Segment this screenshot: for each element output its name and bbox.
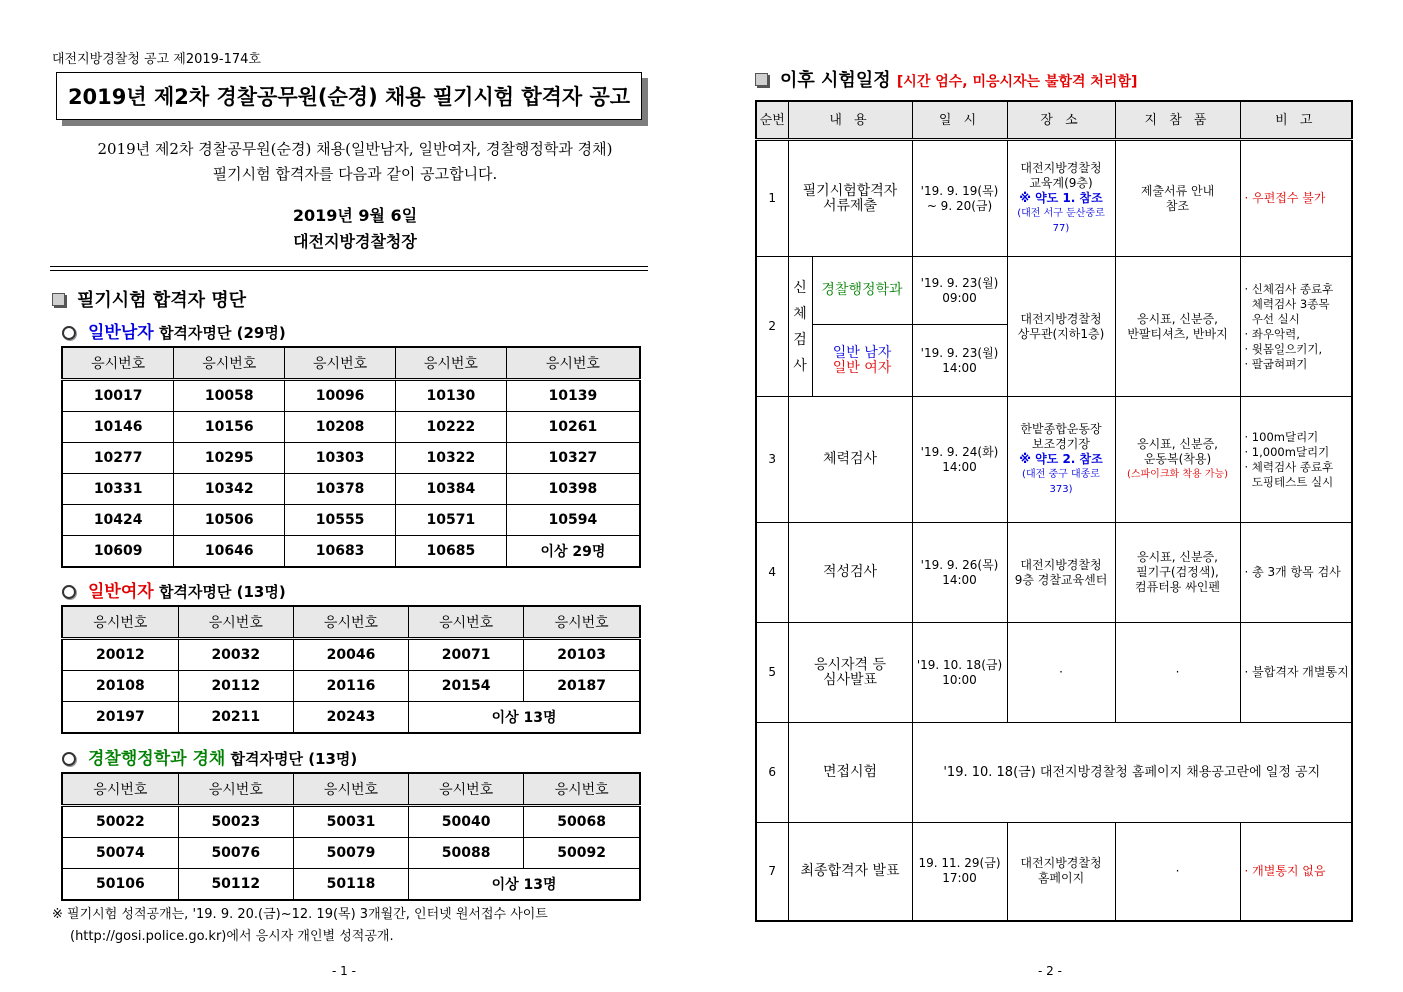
id-cell: 20197 [62,702,178,734]
id-cell: 10378 [285,474,396,505]
column-header: 응시번호 [178,606,293,639]
id-cell: 10303 [285,443,396,474]
row-place: 대전지방경찰청 상무관(지하1층) [1007,257,1115,397]
group-name: 일반남자 [88,323,154,343]
police-id-table [61,772,641,901]
male-id-table [61,346,641,568]
schedule-row-7 [756,823,1352,921]
intro-text [40,137,670,187]
column-header: 응시번호 [293,773,408,806]
row-no: 4 [756,523,788,623]
table-header-row [62,347,640,380]
id-cell: 10331 [62,474,174,505]
column-header: 응시번호 [178,773,293,806]
id-cell: 10017 [62,380,174,412]
row-items: 응시표, 신분증, 필기구(검정색), 컴퓨터용 싸인펜 [1115,523,1240,623]
table-row [62,838,640,869]
note-line-1: ※ 필기시험 성적공개는, '19. 9. 20.(금)~12. 19(목) 3개월간, 인터넷 원서접수 사이트 [52,907,548,922]
row-place: · [1007,623,1115,723]
table-row [62,443,640,474]
items-text: 응시표, 신분증, 운동복(착용) [1137,437,1218,466]
id-cell: 20154 [409,671,524,702]
row-remark: · 우편접수 불가 [1240,140,1352,257]
schedule-row-3 [756,397,1352,523]
row-datetime: '19. 9. 24(화) 14:00 [912,397,1007,523]
table-row [62,505,640,536]
id-cell: 10384 [396,474,507,505]
row-remark: · 신체검사 종료후 체력검사 3종목 우선 실시 · 좌우악력, · 윗몸일으키기, · 팔굽혀펴기 [1240,257,1352,397]
physical-exam-label: 신 체 검 사 [788,257,812,397]
row-no: 7 [756,823,788,921]
table-row [62,702,640,734]
id-cell: 10208 [285,412,396,443]
section-heading-text: 이후 시험일정 [780,70,891,91]
issuer: 대전지방경찰청장 [293,232,417,251]
header-no: 순번 [756,101,788,140]
id-cell: 50023 [178,806,293,838]
content-female: 일반 여자 [832,359,892,376]
column-header: 응시번호 [409,773,524,806]
items-note: (스파이크화 착용 가능) [1126,469,1229,480]
id-cell: 50118 [293,869,408,901]
column-header: 응시번호 [524,606,640,639]
id-cell: 10683 [285,536,396,568]
id-cell: 10277 [62,443,174,474]
id-cell: 10058 [174,380,285,412]
column-header: 응시번호 [285,347,396,380]
schedule-row-6 [756,723,1352,823]
intro-line-2: 필기시험 합격자를 다음과 같이 공고합니다. [212,165,498,183]
id-cell: 10327 [506,443,640,474]
row-content [812,325,912,397]
column-header: 응시번호 [62,606,178,639]
row-no: 2 [756,257,788,397]
column-header: 응시번호 [524,773,640,806]
section-heading-text: 필기시험 합격자 명단 [77,290,247,311]
group-name: 경찰행정학과 경채 [88,749,226,769]
score-disclosure-note [52,904,662,948]
header-items: 지 참 품 [1115,101,1240,140]
id-cell: 50068 [524,806,640,838]
table-header-row [62,773,640,806]
row-items [1115,397,1240,523]
row-no: 6 [756,723,788,823]
id-cell: 이상 13명 [409,869,640,901]
table-header-row [62,606,640,639]
id-cell: 10506 [174,505,285,536]
row-items: · [1115,623,1240,723]
header-datetime: 일 시 [912,101,1007,140]
circle-bullet-icon [62,752,76,766]
table-row [62,536,640,568]
row-content: 면접시험 [788,723,912,823]
place-name: 대전지방경찰청 교육계(9층) [1020,161,1102,190]
group-heading-police [62,744,357,769]
row-datetime: '19. 9. 26(목) 14:00 [912,523,1007,623]
row-merged-info: '19. 10. 18(금) 대전지방경찰청 홈페이지 채용공고란에 일정 공지 [912,723,1352,823]
header-content: 내 용 [788,101,912,140]
row-content: 필기시험합격자 서류제출 [788,140,912,257]
intro-line-1: 2019년 제2차 경찰공무원(순경) 채용(일반남자, 일반여자, 경찰행정학과 경채) [97,140,613,158]
id-cell: 10342 [174,474,285,505]
schedule-header-row [756,101,1352,140]
circle-bullet-icon [62,585,76,599]
id-cell: 20116 [293,671,408,702]
column-header: 응시번호 [174,347,285,380]
group-count: 합격자명단 (13명) [158,583,286,601]
column-header: 응시번호 [396,347,507,380]
section-heading-passers [52,286,246,312]
id-cell: 50040 [409,806,524,838]
id-cell: 50092 [524,838,640,869]
id-cell: 20211 [178,702,293,734]
row-place [1007,397,1115,523]
map-reference: ※ 약도 2. 참조 [1019,452,1103,466]
id-cell: 20187 [524,671,640,702]
row-datetime: '19. 9. 23(월) 09:00 [912,257,1007,325]
place-name: 한밭종합운동장 보조경기장 [1020,422,1102,451]
group-heading-male [62,318,286,343]
row-content: 경찰행정학과 [812,257,912,325]
square-bullet-icon [755,73,768,86]
table-row [62,474,640,505]
table-row [62,806,640,838]
id-cell: 50031 [293,806,408,838]
id-cell: 10139 [506,380,640,412]
id-cell: 10130 [396,380,507,412]
id-cell: 10424 [62,505,174,536]
row-place [1007,140,1115,257]
id-cell: 10646 [174,536,285,568]
id-cell: 20243 [293,702,408,734]
page-number-2: - 2 - [1038,964,1062,978]
group-count: 합격자명단 (29명) [158,324,286,342]
id-cell: 이상 29명 [506,536,640,568]
table-row [62,671,640,702]
id-cell: 20046 [293,639,408,671]
schedule-row-4 [756,523,1352,623]
group-count: 합격자명단 (13명) [230,750,358,768]
header-remark: 비 고 [1240,101,1352,140]
row-datetime: 19. 11. 29(금) 17:00 [912,823,1007,921]
row-remark: · 총 3개 항목 검사 [1240,523,1352,623]
row-content: 최종합격자 발표 [788,823,912,921]
schedule-row-5 [756,623,1352,723]
id-cell: 10156 [174,412,285,443]
page-title [56,72,642,120]
row-remark: · 불합격자 개별통지 [1240,623,1352,723]
row-items: 응시표, 신분증, 반팔티셔츠, 반바지 [1115,257,1240,397]
schedule-row-1 [756,140,1352,257]
row-remark: · 100m달리기 · 1,000m달리기 · 체력검사 종료후 도핑테스트 실시 [1240,397,1352,523]
id-cell: 이상 13명 [409,702,640,734]
id-cell: 10096 [285,380,396,412]
row-remark: · 개별통지 없음 [1240,823,1352,921]
female-id-table [61,605,641,734]
id-cell: 10685 [396,536,507,568]
schedule-warning: [시간 엄수, 미응시자는 불합격 처리함] [896,74,1138,90]
id-cell: 20071 [409,639,524,671]
id-cell: 10594 [506,505,640,536]
column-header: 응시번호 [293,606,408,639]
table-row [62,412,640,443]
notice-date: 2019년 9월 6일 [292,206,418,225]
id-cell: 10295 [174,443,285,474]
column-header: 응시번호 [409,606,524,639]
map-reference: ※ 약도 1. 참조 [1019,191,1103,205]
section-heading-schedule [755,66,1137,92]
id-cell: 10398 [506,474,640,505]
id-cell: 10146 [62,412,174,443]
id-cell: 50106 [62,869,178,901]
row-content: 적성검사 [788,523,912,623]
place-address: (대전 서구 둔산중로 77) [1017,208,1105,234]
column-header: 응시번호 [506,347,640,380]
id-cell: 50022 [62,806,178,838]
place-address: (대전 중구 대종로 373) [1022,469,1100,495]
id-cell: 10222 [396,412,507,443]
id-cell: 50112 [178,869,293,901]
row-datetime: '19. 9. 23(월) 14:00 [912,325,1007,397]
id-cell: 20032 [178,639,293,671]
id-cell: 50088 [409,838,524,869]
column-header: 응시번호 [62,773,178,806]
id-cell: 10322 [396,443,507,474]
page-number-1: - 1 - [332,964,356,978]
id-cell: 50079 [293,838,408,869]
id-cell: 20012 [62,639,178,671]
column-header: 응시번호 [62,347,174,380]
page-title-text: 2019년 제2차 경찰공무원(순경) 채용 필기시험 합격자 공고 [67,85,631,109]
group-heading-female [62,577,286,602]
id-cell: 20112 [178,671,293,702]
id-cell: 10555 [285,505,396,536]
row-no: 1 [756,140,788,257]
row-no: 5 [756,623,788,723]
row-content: 응시자격 등 심사발표 [788,623,912,723]
row-place: 대전지방경찰청 9층 경찰교육센터 [1007,523,1115,623]
separator-line [50,266,648,271]
table-row [62,639,640,671]
id-cell: 10261 [506,412,640,443]
id-cell: 50076 [178,838,293,869]
header-place: 장 소 [1007,101,1115,140]
id-cell: 20103 [524,639,640,671]
square-bullet-icon [52,293,65,306]
note-line-2: (http://gosi.police.go.kr)에서 응시자 개인별 성적공개. [70,929,394,944]
row-datetime: '19. 9. 19(목) ~ 9. 20(금) [912,140,1007,257]
row-items: 제출서류 안내 참조 [1115,140,1240,257]
id-cell: 10609 [62,536,174,568]
schedule-row-2a [756,257,1352,325]
group-name: 일반여자 [88,582,154,602]
content-male: 일반 남자 [832,344,892,361]
table-row [62,869,640,901]
id-cell: 50074 [62,838,178,869]
row-content: 체력검사 [788,397,912,523]
id-cell: 20108 [62,671,178,702]
row-datetime: '19. 10. 18(금) 10:00 [912,623,1007,723]
notice-number: 대전지방경찰청 공고 제2019-174호 [52,52,261,67]
row-no: 3 [756,397,788,523]
schedule-table [755,100,1353,922]
id-cell: 10571 [396,505,507,536]
row-items: · [1115,823,1240,921]
table-row [62,380,640,412]
circle-bullet-icon [62,326,76,340]
row-place: 대전지방경찰청 홈페이지 [1007,823,1115,921]
